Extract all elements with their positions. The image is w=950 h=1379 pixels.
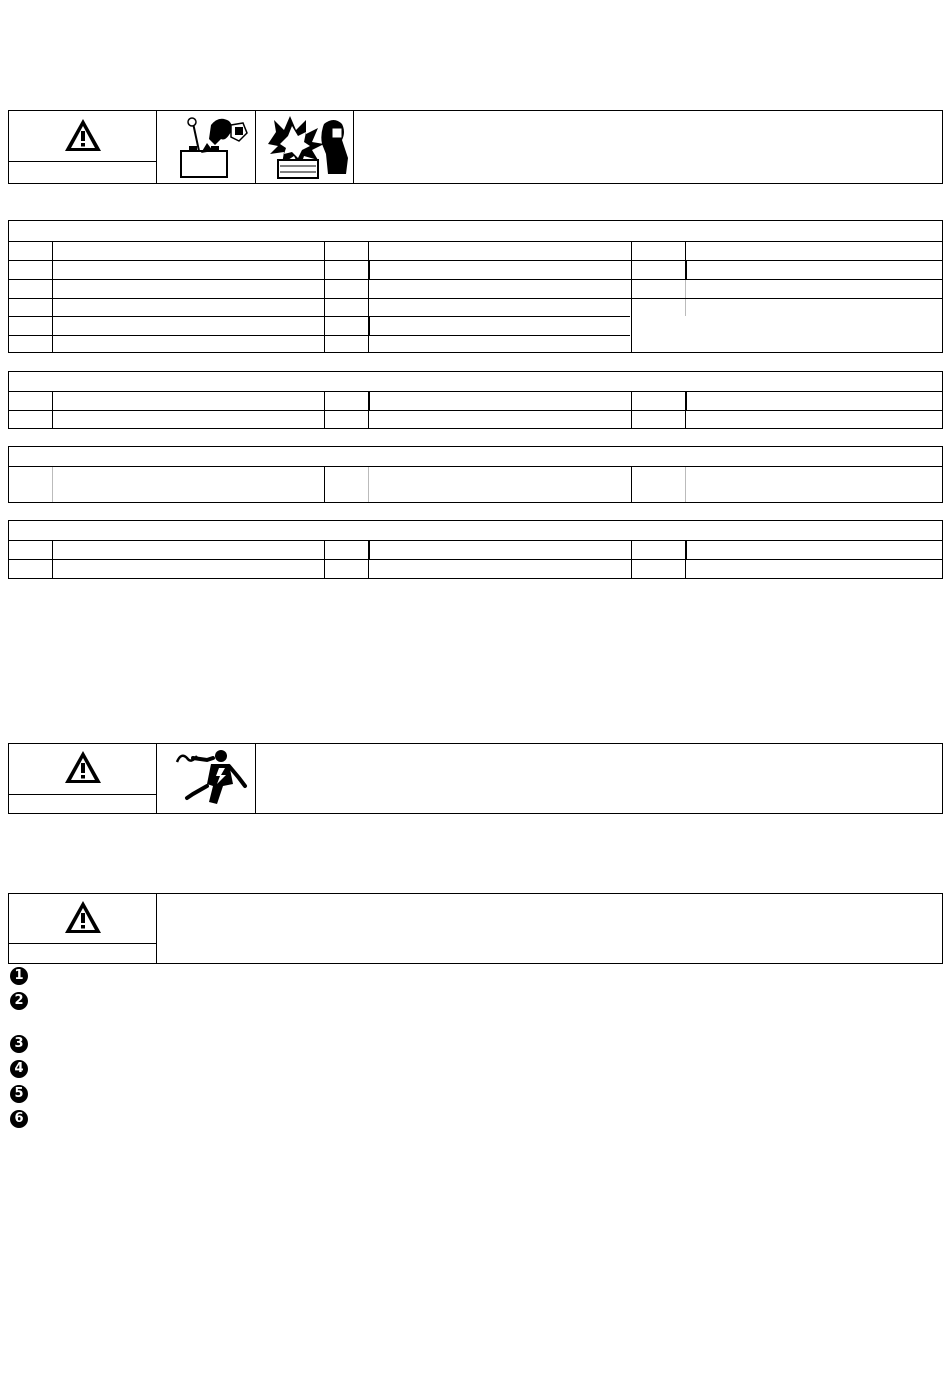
table-row [9,241,942,260]
table-row [9,466,942,502]
warning-triangle-icon [63,117,103,153]
table-title-row [9,372,942,391]
battery-acid-icon [169,115,254,181]
signal-word-cell [9,744,156,813]
signal-word-cell [9,894,156,963]
table-title-row [9,521,942,540]
warning-message [161,894,942,963]
warning-box-general [8,893,943,964]
table-row [9,260,942,279]
warning-box-battery [8,110,943,184]
table-row [9,316,630,335]
signal-word [9,161,156,183]
warning-triangle-icon [63,749,103,785]
table-row [9,298,942,316]
warning-message [357,111,942,183]
step-number-badge: 2 [10,992,28,1010]
table-title-row [9,221,942,241]
spec-table-2 [8,371,943,429]
spec-table-3 [8,446,943,503]
spec-table-4 [8,520,943,579]
explosion-icon [262,114,354,182]
spec-table-1 [8,220,943,353]
table-row [9,391,942,410]
step-number-badge: 3 [10,1035,28,1053]
signal-word-cell [9,111,156,183]
table-row [9,410,942,428]
step-number-badge: 1 [10,967,28,985]
table-row [9,540,942,559]
warning-triangle-icon [63,899,103,935]
signal-word [9,794,156,813]
table-row [9,559,942,578]
warning-box-electric-shock [8,743,943,814]
step-number-badge: 5 [10,1085,28,1103]
signal-word [9,943,156,963]
table-row [9,335,630,352]
electric-shock-icon [173,748,249,810]
table-title-row [9,447,942,466]
step-number-badge: 4 [10,1060,28,1078]
table-row [9,279,942,298]
warning-message [259,744,942,813]
step-number-badge: 6 [10,1110,28,1128]
